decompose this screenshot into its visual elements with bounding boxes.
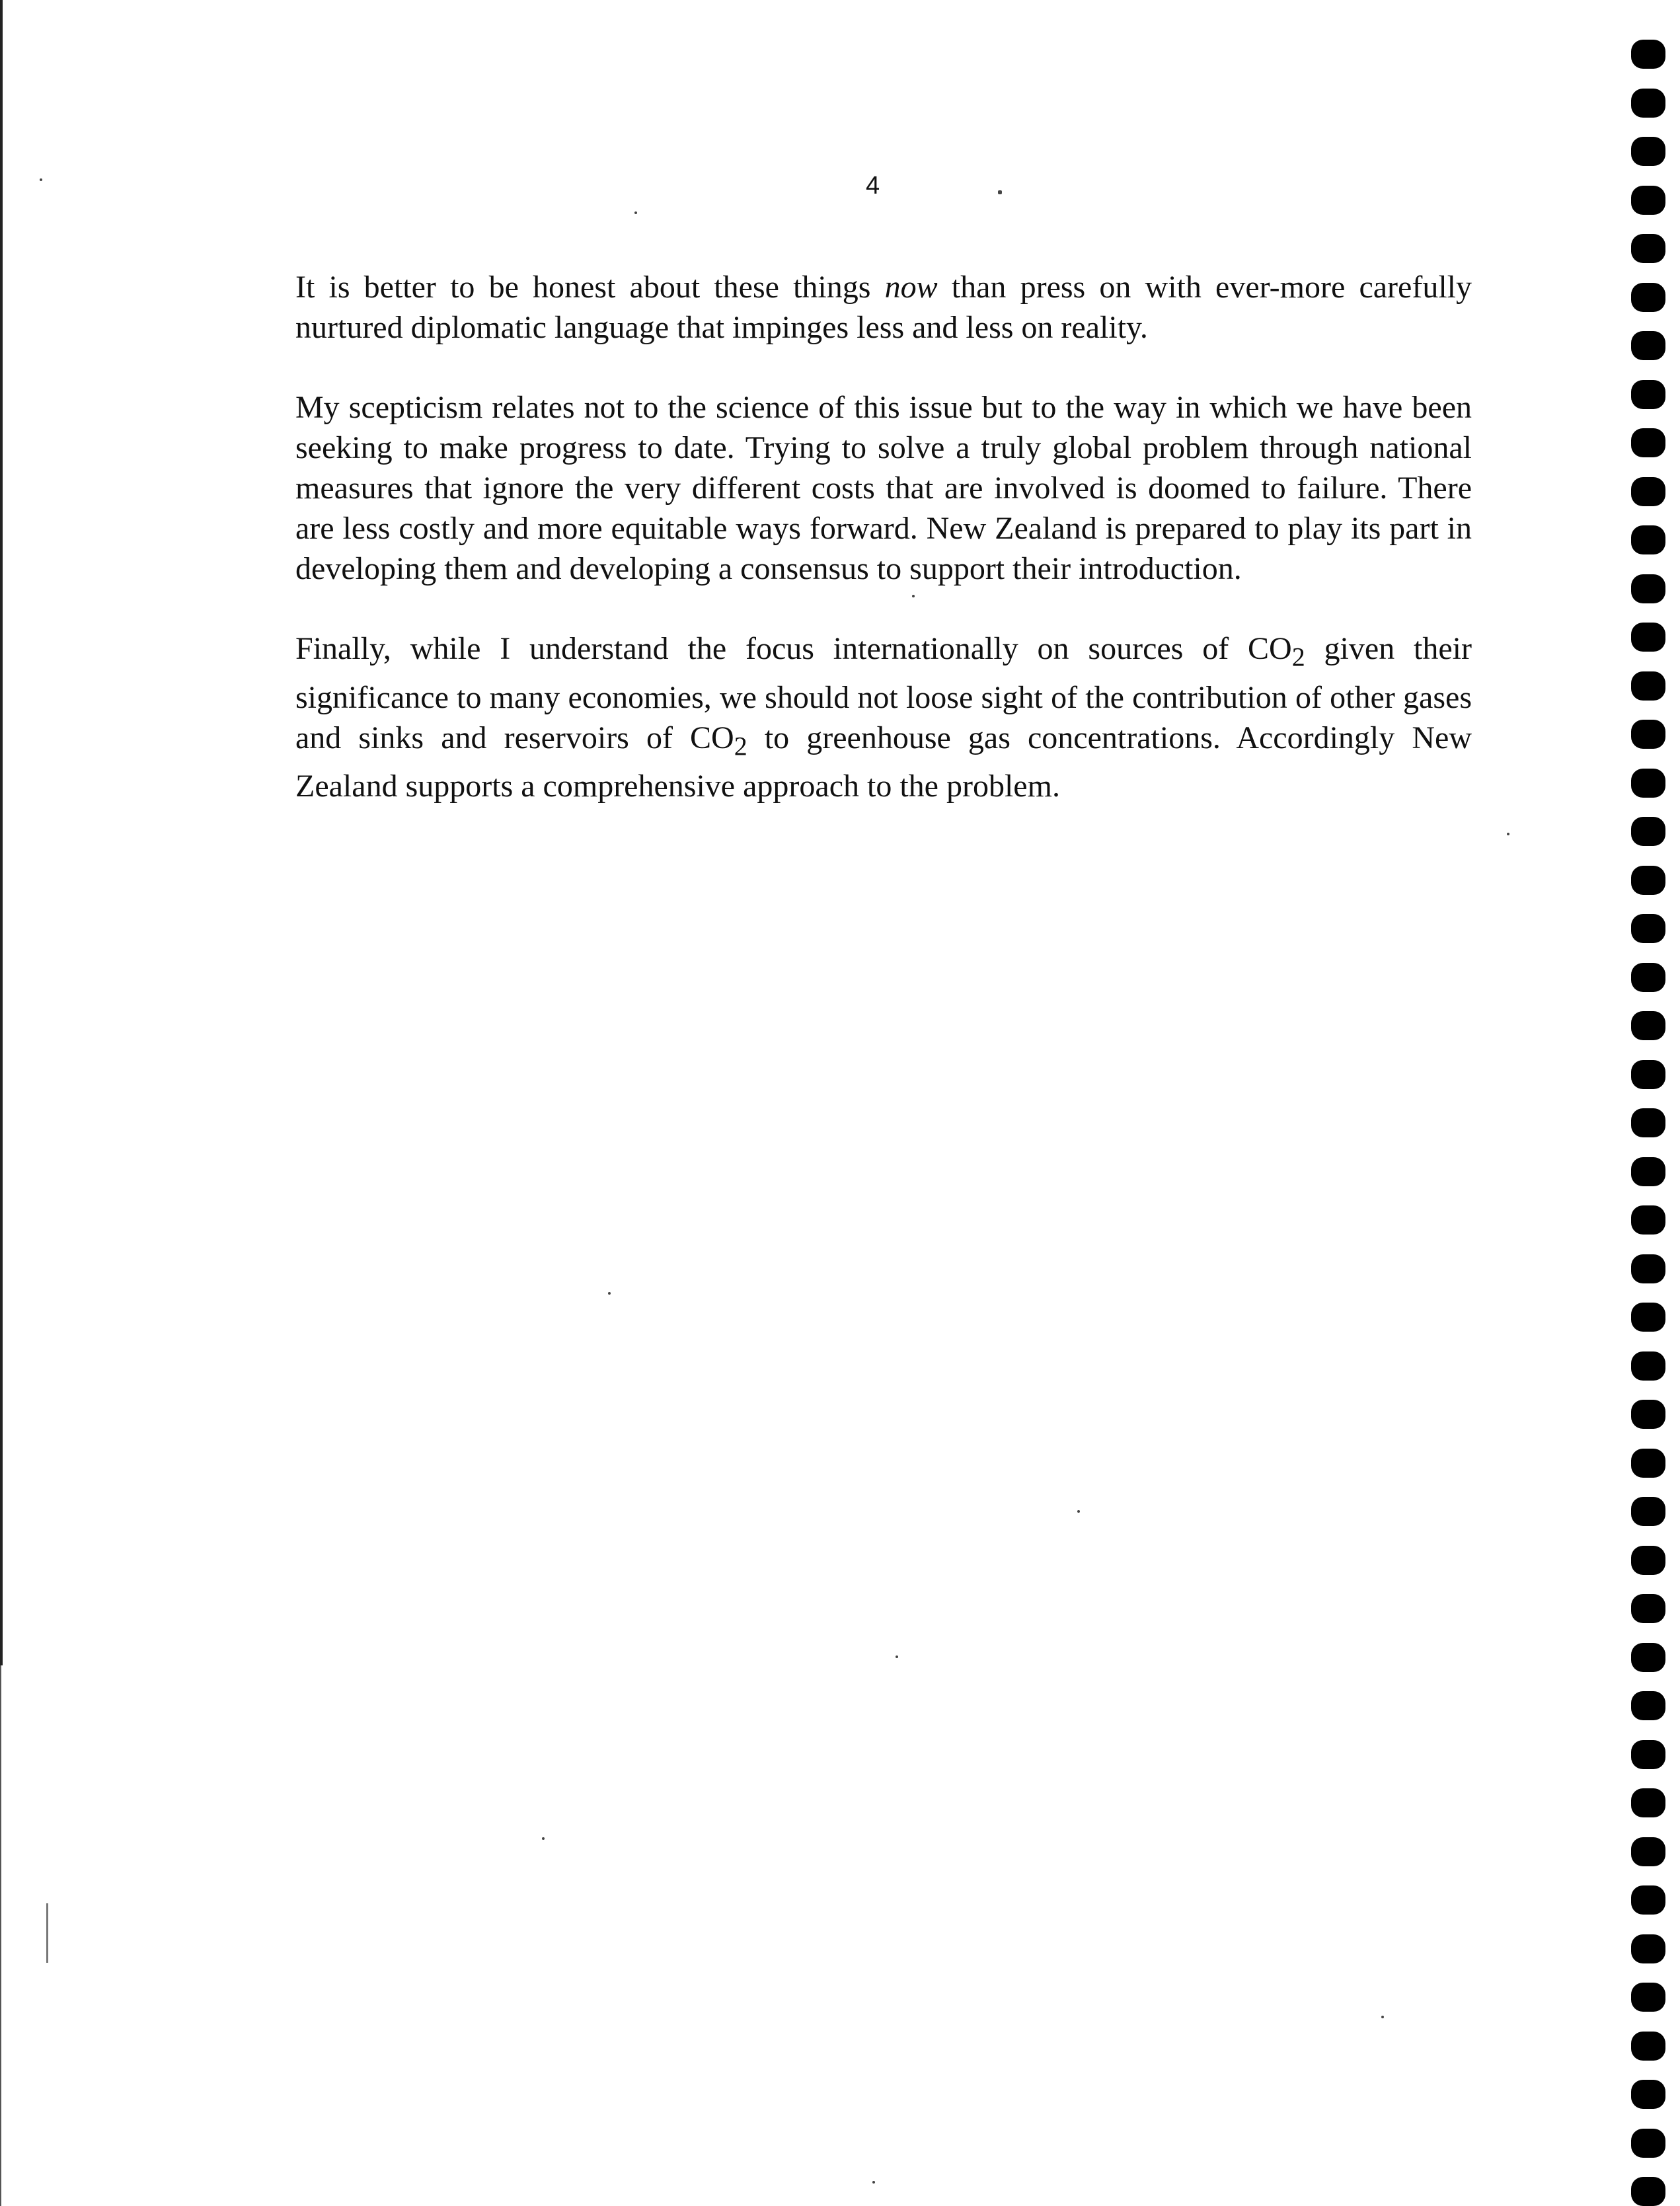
binding-hole xyxy=(1631,2177,1665,2206)
paragraph-text: than press on with ever-more carefully nurtured diplomatic language that impinges less and less on reality. xyxy=(295,270,1472,345)
binding-hole xyxy=(1631,525,1665,554)
binding-hole xyxy=(1631,186,1665,215)
binding-hole xyxy=(1631,671,1665,701)
binding-hole xyxy=(1631,1108,1665,1137)
scan-speck xyxy=(896,1655,898,1658)
subscript-text: 2 xyxy=(1291,642,1305,672)
binding-hole xyxy=(1631,380,1665,409)
binding-hole xyxy=(1631,1691,1665,1720)
binding-hole xyxy=(1631,769,1665,798)
binding-hole xyxy=(1631,1011,1665,1040)
binding-hole xyxy=(1631,1934,1665,1963)
paragraph-text: My scepticism relates not to the science of this issue but to the way in which we have been seeking to make progress to date. Trying to solve a truly global problem through national measures that ignore the very different costs that are involved is doomed to failure. There are less costly and more equitable ways forward. New Zealand is prepared to play its part in developing them and developing a consensus to support their introduction. xyxy=(295,390,1472,586)
binding-hole xyxy=(1631,574,1665,603)
binding-hole xyxy=(1631,477,1665,506)
binding-hole xyxy=(1631,1643,1665,1672)
subscript-text: 2 xyxy=(734,731,747,761)
binding-hole xyxy=(1631,1497,1665,1526)
body-text xyxy=(295,267,1472,846)
paragraph xyxy=(295,267,1472,348)
binding-hole xyxy=(1631,2080,1665,2109)
binding-hole xyxy=(1631,2129,1665,2158)
paragraph xyxy=(295,628,1472,806)
binding-hole xyxy=(1631,283,1665,312)
binding-hole xyxy=(1631,623,1665,652)
scan-left-edge xyxy=(0,0,3,1665)
binding-hole xyxy=(1631,720,1665,749)
binding-hole xyxy=(1631,331,1665,360)
binding-hole xyxy=(1631,1546,1665,1575)
binding-hole xyxy=(1631,866,1665,895)
scan-speck xyxy=(1077,1510,1080,1513)
binding-hole xyxy=(1631,137,1665,166)
binding-hole xyxy=(1631,1885,1665,1915)
binding-hole xyxy=(1631,40,1665,69)
binding-hole xyxy=(1631,914,1665,943)
scan-speck xyxy=(1507,833,1509,835)
binding-hole xyxy=(1631,1157,1665,1186)
emphasized-text: now xyxy=(884,270,938,305)
scan-speck xyxy=(542,1837,545,1840)
scan-speck xyxy=(40,178,42,181)
binding-holes xyxy=(1631,40,1668,2206)
binding-hole xyxy=(1631,1254,1665,1283)
scan-speck xyxy=(634,211,637,214)
paragraph-text: to greenhouse gas concentrations. Accordingly New Zealand supports a comprehensive approach to the problem. xyxy=(295,720,1472,804)
paragraph-text: It is better to be honest about these things xyxy=(295,270,885,305)
scan-speck xyxy=(912,595,915,597)
scan-speck xyxy=(872,2181,875,2184)
page-number: 4 xyxy=(866,172,880,200)
paragraph xyxy=(295,387,1472,589)
binding-hole xyxy=(1631,1303,1665,1332)
binding-hole xyxy=(1631,963,1665,992)
binding-hole xyxy=(1631,2032,1665,2061)
binding-hole xyxy=(1631,1205,1665,1235)
binding-hole xyxy=(1631,1594,1665,1623)
paragraph-text: Finally, while I understand the focus internationally on sources of CO xyxy=(295,631,1292,666)
binding-hole xyxy=(1631,1983,1665,2012)
scan-speck xyxy=(608,1292,611,1295)
scan-left-edge-lower xyxy=(0,1665,1,2206)
scan-mark xyxy=(46,1903,48,1963)
binding-hole xyxy=(1631,1060,1665,1089)
binding-hole xyxy=(1631,817,1665,846)
binding-hole xyxy=(1631,1449,1665,1478)
paragraph-text: given their significance to many economies, we should not loose sight of the contribution of other gases and sinks and reservoirs of CO xyxy=(295,631,1472,755)
binding-hole xyxy=(1631,1740,1665,1769)
binding-hole xyxy=(1631,1351,1665,1381)
binding-hole xyxy=(1631,89,1665,118)
binding-hole xyxy=(1631,234,1665,263)
binding-hole xyxy=(1631,1400,1665,1429)
binding-hole xyxy=(1631,1837,1665,1866)
scan-speck xyxy=(998,190,1002,194)
binding-hole xyxy=(1631,1788,1665,1817)
scan-speck xyxy=(1381,2016,1384,2018)
binding-hole xyxy=(1631,428,1665,457)
